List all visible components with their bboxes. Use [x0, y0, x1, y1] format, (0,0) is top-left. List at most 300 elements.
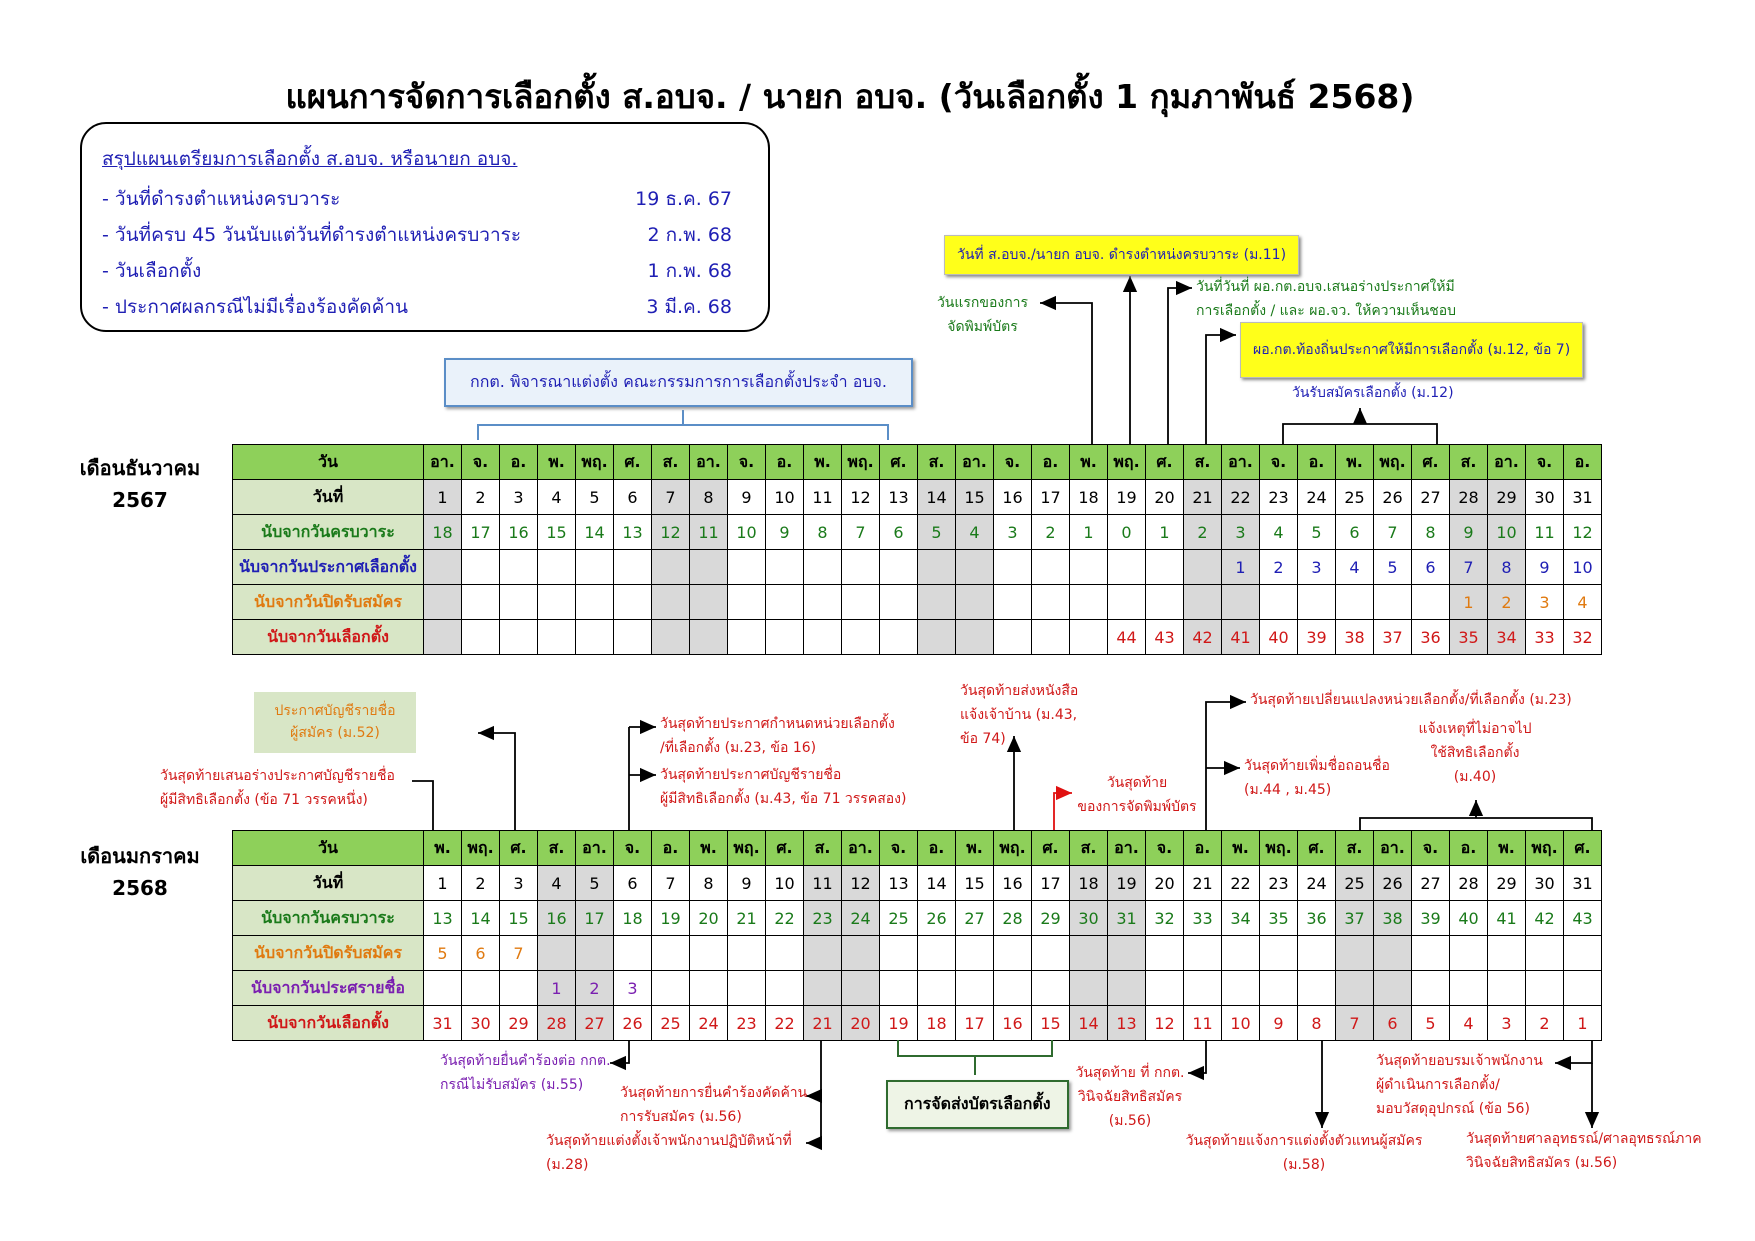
calendar-cell: 11 [804, 480, 842, 515]
calendar-cell: พ. [1070, 445, 1108, 480]
calendar-cell: อ. [1450, 831, 1488, 866]
calendar-cell: พ. [538, 445, 576, 480]
calendar-cell: 3 [1298, 550, 1336, 585]
calendar-cell: 35 [1260, 901, 1298, 936]
note-line: ผู้มีสิทธิเลือกตั้ง (ข้อ 71 วรรคหนึ่ง) [160, 791, 368, 808]
calendar-cell: พฤ. [1374, 445, 1412, 480]
calendar-cell: 34 [1222, 901, 1260, 936]
calendar-cell: พฤ. [1526, 831, 1564, 866]
calendar-cell: 19 [652, 901, 690, 936]
calendar-cell: 13 [614, 515, 652, 550]
calendar-cell: 5 [576, 866, 614, 901]
calendar-cell: 24 [690, 1006, 728, 1041]
december-month-label: เดือนธันวาคม [79, 456, 201, 480]
calendar-cell: 1 [1450, 585, 1488, 620]
calendar-cell: 27 [956, 901, 994, 936]
training-note [1376, 1050, 1543, 1121]
summary-row-value: 1 ก.พ. 68 [647, 260, 732, 282]
note-line: แจ้งเจ้าบ้าน (ม.43, [960, 706, 1078, 723]
calendar-cell: 14 [576, 515, 614, 550]
calendar-cell: 6 [1374, 1006, 1412, 1041]
calendar-cell: 18 [614, 901, 652, 936]
note-line: วันสุดท้ายศาลอุทธรณ์/ศาลอุทธรณ์ภาค [1466, 1131, 1702, 1147]
calendar-cell: 6 [614, 866, 652, 901]
calendar-cell: 1 [424, 866, 462, 901]
note-line: ใช้สิทธิเลือกตั้ง [1430, 744, 1520, 761]
calendar-cell: 25 [880, 901, 918, 936]
calendar-cell: 2 [1526, 1006, 1564, 1041]
calendar-cell: อา. [842, 831, 880, 866]
calendar-cell: ศ. [1564, 831, 1602, 866]
calendar-cell: 1 [424, 480, 462, 515]
calendar-cell: 1 [1222, 550, 1260, 585]
calendar-cell: 4 [1450, 1006, 1488, 1041]
calendar-cell: 29 [500, 1006, 538, 1041]
calendar-cell: อ. [1184, 831, 1222, 866]
calendar-cell: อา. [1222, 445, 1260, 480]
calendar-cell: 18 [918, 1006, 956, 1041]
change-units-note: วันสุดท้ายเปลี่ยนแปลงหน่วยเลือกตั้ง/ที่เลือกตั้ง (ม.23) [1250, 692, 1572, 708]
calendar-cell: ส. [804, 831, 842, 866]
calendar-cell: อา. [1374, 831, 1412, 866]
row-label: วัน [233, 831, 424, 866]
calendar-cell: 10 [766, 480, 804, 515]
calendar-cell: 21 [804, 1006, 842, 1041]
calendar-cell: 9 [766, 515, 804, 550]
calendar-cell: 11 [690, 515, 728, 550]
calendar-cell: 20 [690, 901, 728, 936]
calendar-cell: พฤ. [994, 831, 1032, 866]
calendar-cell: พฤ. [1260, 831, 1298, 866]
election-announce-note: ผอ.กต.ท้องถิ่นประกาศให้มีการเลือกตั้ง (ม.12, ข้อ 7) [1240, 322, 1583, 378]
calendar-cell: พ. [956, 831, 994, 866]
calendar-cell: 17 [576, 901, 614, 936]
calendar-cell: 12 [1564, 515, 1602, 550]
row-label: วันที่ [233, 866, 424, 901]
objection-note [620, 1082, 807, 1130]
note-line: วันสุดท้ายแจ้งการแต่งตั้งตัวแทนผู้สมัคร [1185, 1133, 1423, 1149]
calendar-cell: 41 [1488, 901, 1526, 936]
note-line: วินิจฉัยสิทธิสมัคร [1077, 1088, 1183, 1105]
december-year-label: 2567 [112, 488, 168, 512]
calendar-cell: 31 [424, 1006, 462, 1041]
candidate-list-note [254, 692, 416, 753]
calendar-cell: พ. [1488, 831, 1526, 866]
calendar-cell: 22 [766, 901, 804, 936]
calendar-cell: 2 [462, 866, 500, 901]
summary-row-label: - วันที่ดำรงตำแหน่งครบวาระ [102, 188, 341, 210]
calendar-cell: 21 [1184, 480, 1222, 515]
calendar-cell: จ. [1260, 445, 1298, 480]
note-line: แจ้งเหตุที่ไม่อาจไป [1418, 721, 1532, 737]
calendar-cell: 32 [1146, 901, 1184, 936]
note-line: วันสุดท้ายเสนอร่างประกาศบัญชีรายชื่อ [160, 768, 395, 784]
row-label: นับจากวันปิดรับสมัคร [233, 585, 424, 620]
calendar-cell: 25 [1336, 480, 1374, 515]
calendar-cell: 38 [1374, 901, 1412, 936]
note-line: จัดพิมพ์บัตร [947, 318, 1018, 335]
calendar-cell: 34 [1488, 620, 1526, 655]
calendar-cell: 2 [576, 971, 614, 1006]
calendar-cell: พฤ. [1108, 445, 1146, 480]
calendar-cell: 20 [1146, 866, 1184, 901]
agents-note [1184, 1130, 1424, 1178]
calendar-cell: 12 [652, 515, 690, 550]
calendar-cell: พฤ. [728, 831, 766, 866]
calendar-cell: ศ. [880, 445, 918, 480]
note-line: ผู้มีสิทธิเลือกตั้ง (ม.43, ข้อ 71 วรรคสอง) [660, 790, 907, 807]
calendar-cell: 30 [1526, 480, 1564, 515]
calendar-cell: 39 [1412, 901, 1450, 936]
note-line: /ที่เลือกตั้ง (ม.23, ข้อ 16) [660, 739, 817, 756]
calendar-cell: 10 [728, 515, 766, 550]
calendar-cell: 24 [1298, 480, 1336, 515]
summary-row-label: - วันที่ครบ 45 วันนับแต่วันที่ดำรงตำแหน่งครบวาระ [102, 224, 522, 246]
calendar-cell: 16 [994, 480, 1032, 515]
calendar-cell: 21 [1184, 866, 1222, 901]
summary-row-value: 19 ธ.ค. 67 [635, 188, 732, 210]
row-label: นับจากวันครบวาระ [233, 901, 424, 936]
calendar-cell: พฤ. [462, 831, 500, 866]
calendar-cell: 11 [1526, 515, 1564, 550]
calendar-cell: 27 [1412, 866, 1450, 901]
calendar-cell: พฤ. [842, 445, 880, 480]
calendar-cell: 36 [1298, 901, 1336, 936]
note-line: วันสุดท้ายเพิ่มชื่อถอนชื่อ [1244, 758, 1390, 774]
calendar-cell: ศ. [1032, 831, 1070, 866]
calendar-cell: 3 [500, 480, 538, 515]
calendar-cell: จ. [1412, 831, 1450, 866]
calendar-cell: 9 [1450, 515, 1488, 550]
calendar-cell: พ. [1336, 445, 1374, 480]
calendar-cell: 41 [1222, 620, 1260, 655]
calendar-cell: 4 [1564, 585, 1602, 620]
calendar-cell: อ. [1032, 445, 1070, 480]
print-end-note [1062, 772, 1212, 820]
calendar-cell: ศ. [1146, 445, 1184, 480]
calendar-cell: จ. [994, 445, 1032, 480]
calendar-cell: 6 [1336, 515, 1374, 550]
calendar-cell: 18 [424, 515, 462, 550]
calendar-cell: 8 [690, 866, 728, 901]
note-line: ผู้สมัคร (ม.52) [290, 725, 380, 742]
calendar-cell: 11 [1184, 1006, 1222, 1041]
row-label: นับจากวันประกาศเลือกตั้ง [233, 550, 424, 585]
calendar-cell: 29 [1488, 866, 1526, 901]
calendar-cell: 43 [1564, 901, 1602, 936]
calendar-cell: 14 [462, 901, 500, 936]
polling-units-note [660, 713, 895, 761]
calendar-cell: 16 [500, 515, 538, 550]
row-label: วันที่ [233, 480, 424, 515]
calendar-cell: จ. [1526, 445, 1564, 480]
calendar-cell: 7 [652, 480, 690, 515]
summary-heading: สรุปแผนเตรียมการเลือกตั้ง ส.อบจ. หรือนายก อบจ. [102, 148, 518, 170]
calendar-cell: 14 [918, 866, 956, 901]
calendar-cell: 26 [918, 901, 956, 936]
calendar-cell: 5 [918, 515, 956, 550]
calendar-cell: 2 [1260, 550, 1298, 585]
absence-reason-note [1400, 718, 1550, 789]
row-label: นับจากวันเลือกตั้ง [233, 1006, 424, 1041]
calendar-cell: จ. [462, 445, 500, 480]
note-line: (ม.28) [546, 1156, 589, 1173]
calendar-cell: 28 [538, 1006, 576, 1041]
calendar-cell: 6 [614, 480, 652, 515]
calendar-cell: 7 [1374, 515, 1412, 550]
page-title: แผนการจัดการเลือกตั้ง ส.อบจ. / นายก อบจ. (วันเลือกตั้ง 1 กุมภาพันธ์ 2568) [285, 77, 1415, 116]
calendar-cell: 35 [1450, 620, 1488, 655]
calendar-cell: 21 [728, 901, 766, 936]
calendar-cell: 7 [652, 866, 690, 901]
add-remove-names-note [1244, 755, 1390, 803]
calendar-cell: 44 [1108, 620, 1146, 655]
calendar-cell: 10 [1488, 515, 1526, 550]
first-print-note [920, 292, 1045, 340]
voter-list-note [660, 764, 906, 812]
calendar-cell: 28 [1450, 866, 1488, 901]
calendar-cell: 1 [1564, 1006, 1602, 1041]
note-line: วันสุดท้าย [1106, 775, 1168, 791]
calendar-cell: 20 [1146, 480, 1184, 515]
calendar-cell: 7 [1336, 1006, 1374, 1041]
calendar-cell: ศ. [1412, 445, 1450, 480]
ballot-delivery-note: การจัดส่งบัตรเลือกตั้ง [886, 1080, 1069, 1129]
calendar-cell: 5 [1298, 515, 1336, 550]
calendar-cell: 8 [804, 515, 842, 550]
calendar-cell: 13 [880, 480, 918, 515]
calendar-cell: 16 [994, 866, 1032, 901]
officials-note [546, 1130, 792, 1178]
registration-note: วันรับสมัครเลือกตั้ง (ม.12) [1292, 385, 1454, 401]
note-line: การเลือกตั้ง / และ ผอ.จว. ให้ความเห็นชอบ [1196, 302, 1457, 319]
calendar-cell: 6 [462, 936, 500, 971]
calendar-cell: 19 [880, 1006, 918, 1041]
calendar-cell: 24 [842, 901, 880, 936]
calendar-cell: 26 [1374, 866, 1412, 901]
draft-announce-note [1196, 276, 1456, 324]
calendar-cell: อา. [956, 445, 994, 480]
calendar-cell: 8 [690, 480, 728, 515]
calendar-cell: 10 [1222, 1006, 1260, 1041]
calendar-cell: 29 [1488, 480, 1526, 515]
calendar-cell: 10 [766, 866, 804, 901]
calendar-cell: 5 [424, 936, 462, 971]
appeal-court-note [1466, 1128, 1702, 1176]
calendar-cell: 3 [994, 515, 1032, 550]
note-line: (ม.56) [1108, 1112, 1152, 1129]
calendar-cell: 5 [576, 480, 614, 515]
house-notice-note [960, 680, 1078, 751]
calendar-cell: 3 [1488, 1006, 1526, 1041]
note-line: ของการจัดพิมพ์บัตร [1077, 798, 1197, 815]
calendar-cell: 2 [1488, 585, 1526, 620]
calendar-cell: 23 [804, 901, 842, 936]
calendar-cell: จ. [1146, 831, 1184, 866]
calendar-cell: 14 [918, 480, 956, 515]
calendar-cell: 19 [1108, 866, 1146, 901]
calendar-cell: ส. [1450, 445, 1488, 480]
calendar-cell: ศ. [614, 445, 652, 480]
calendar-cell: 18 [1070, 480, 1108, 515]
calendar-cell: 1 [1070, 515, 1108, 550]
calendar-cell: อา. [690, 445, 728, 480]
calendar-cell: 17 [462, 515, 500, 550]
calendar-cell: จ. [614, 831, 652, 866]
calendar-cell: อา. [1488, 445, 1526, 480]
calendar-cell: 5 [1412, 1006, 1450, 1041]
row-label: นับจากวันปิดรับสมัคร [233, 936, 424, 971]
calendar-cell: 7 [1450, 550, 1488, 585]
note-line: การรับสมัคร (ม.56) [620, 1108, 742, 1125]
calendar-cell: 2 [1032, 515, 1070, 550]
summary-row-value: 3 มี.ค. 68 [646, 296, 732, 318]
calendar-cell: 15 [500, 901, 538, 936]
calendar-cell: 8 [1412, 515, 1450, 550]
calendar-cell: 9 [728, 866, 766, 901]
calendar-cell: 15 [538, 515, 576, 550]
calendar-cell: 15 [956, 480, 994, 515]
calendar-cell: 1 [538, 971, 576, 1006]
calendar-cell: อ. [500, 445, 538, 480]
calendar-cell: ส. [1070, 831, 1108, 866]
calendar-cell: 4 [1336, 550, 1374, 585]
calendar-cell: อา. [576, 831, 614, 866]
calendar-cell: 17 [1032, 866, 1070, 901]
note-line: วันสุดท้ายประกาศบัญชีรายชื่อ [660, 767, 842, 783]
calendar-cell: 43 [1146, 620, 1184, 655]
calendar-cell: 8 [1488, 550, 1526, 585]
calendar-cell: พ. [424, 831, 462, 866]
note-line: กรณีไม่รับสมัคร (ม.55) [440, 1076, 584, 1093]
calendar-cell: อ. [766, 445, 804, 480]
calendar-cell: 30 [1526, 866, 1564, 901]
calendar-cell: อ. [918, 831, 956, 866]
calendar-cell: 17 [956, 1006, 994, 1041]
calendar-cell: 23 [1260, 866, 1298, 901]
calendar-cell: 9 [1526, 550, 1564, 585]
calendar-cell: 19 [1108, 480, 1146, 515]
calendar-cell: 0 [1108, 515, 1146, 550]
note-line: วันสุดท้ายการยื่นคำร้องคัดค้าน [620, 1085, 808, 1101]
calendar-cell: 36 [1412, 620, 1450, 655]
calendar-cell: 5 [1374, 550, 1412, 585]
note-line: ประกาศบัญชีรายชื่อ [274, 703, 396, 719]
calendar-cell: จ. [880, 831, 918, 866]
calendar-cell: 12 [842, 866, 880, 901]
note-line: (ม.40) [1453, 768, 1497, 785]
calendar-cell: 37 [1374, 620, 1412, 655]
calendar-cell: 10 [1564, 550, 1602, 585]
note-line: (ม.44 , ม.45) [1244, 781, 1332, 798]
calendar-cell: 4 [538, 866, 576, 901]
calendar-cell: 12 [1146, 1006, 1184, 1041]
calendar-cell: 40 [1450, 901, 1488, 936]
january-month-label: เดือนมกราคม [80, 844, 200, 868]
calendar-cell: อ. [652, 831, 690, 866]
petition-note [440, 1050, 611, 1098]
calendar-cell: 3 [1526, 585, 1564, 620]
calendar-cell: 4 [1260, 515, 1298, 550]
calendar-cell: 9 [728, 480, 766, 515]
calendar-cell: 42 [1526, 901, 1564, 936]
calendar-cell: 6 [880, 515, 918, 550]
calendar-cell: จ. [728, 445, 766, 480]
calendar-cell: 13 [880, 866, 918, 901]
calendar-cell: 14 [1070, 1006, 1108, 1041]
calendar-cell: 16 [994, 1006, 1032, 1041]
calendar-cell: 9 [1260, 1006, 1298, 1041]
calendar-cell: พ. [804, 445, 842, 480]
calendar-cell: อ. [1298, 445, 1336, 480]
calendar-cell: 37 [1336, 901, 1374, 936]
calendar-cell: อา. [1108, 831, 1146, 866]
calendar-cell: 13 [1108, 1006, 1146, 1041]
calendar-cell: 32 [1564, 620, 1602, 655]
calendar-cell: 40 [1260, 620, 1298, 655]
row-label: วัน [233, 445, 424, 480]
calendar-cell: 3 [500, 866, 538, 901]
calendar-cell: 12 [842, 480, 880, 515]
calendar-cell: 4 [538, 480, 576, 515]
note-line: วันสุดท้ายยื่นคำร้องต่อ กกต. [440, 1053, 611, 1069]
calendar-cell: 31 [1564, 480, 1602, 515]
calendar-cell: 3 [1222, 515, 1260, 550]
calendar-cell: พ. [690, 831, 728, 866]
summary-row-value: 2 ก.พ. 68 [647, 224, 732, 246]
draft-voter-list-note [160, 765, 395, 813]
calendar-cell: 15 [956, 866, 994, 901]
calendar-cell: 16 [538, 901, 576, 936]
calendar-cell: 7 [842, 515, 880, 550]
calendar-cell: 23 [1260, 480, 1298, 515]
calendar-cell: 42 [1184, 620, 1222, 655]
calendar-cell: ส. [538, 831, 576, 866]
calendar-cell: 18 [1070, 866, 1108, 901]
note-line: วันที่วันที่ ผอ.กต.อบจ.เสนอร่างประกาศให้มี [1196, 279, 1455, 295]
calendar-cell: 22 [1222, 866, 1260, 901]
calendar-cell: ศ. [766, 831, 804, 866]
calendar-cell: 26 [614, 1006, 652, 1041]
calendar-cell: ส. [918, 445, 956, 480]
calendar-cell: 15 [1032, 1006, 1070, 1041]
calendar-cell: 17 [1032, 480, 1070, 515]
calendar-cell: 24 [1298, 866, 1336, 901]
ect-decision-note [1070, 1062, 1190, 1133]
note-line: วันสุดท้ายส่งหนังสือ [960, 683, 1079, 699]
note-line: วันสุดท้ายอบรมเจ้าพนักงาน [1376, 1053, 1543, 1069]
calendar-cell: 11 [804, 866, 842, 901]
calendar-cell: 39 [1298, 620, 1336, 655]
note-line: (ม.58) [1282, 1156, 1326, 1173]
summary-row-label: - ประกาศผลกรณีไม่มีเรื่องร้องคัดค้าน [102, 296, 409, 318]
calendar-cell: 33 [1526, 620, 1564, 655]
calendar-cell: 28 [1450, 480, 1488, 515]
calendar-cell: 2 [1184, 515, 1222, 550]
calendar-cell: 29 [1032, 901, 1070, 936]
note-line: วันสุดท้ายแต่งตั้งเจ้าพนักงานปฏิบัติหน้าที่ [546, 1133, 792, 1149]
calendar-cell: อา. [424, 445, 462, 480]
committee-appointment-note: กกต. พิจารณาแต่งตั้ง คณะกรรมการการเลือกตั้งประจำ อบจ. [444, 358, 913, 407]
calendar-cell: 38 [1336, 620, 1374, 655]
calendar-cell: 6 [1412, 550, 1450, 585]
note-line: ข้อ 74) [960, 730, 1006, 747]
note-line: วันแรกของการ [936, 295, 1029, 311]
calendar-cell: 4 [956, 515, 994, 550]
note-line: วันสุดท้ายประกาศกำหนดหน่วยเลือกตั้ง [660, 716, 895, 732]
calendar-cell: 13 [424, 901, 462, 936]
note-line: ผู้ดำเนินการเลือกตั้ง/ [1376, 1076, 1500, 1093]
